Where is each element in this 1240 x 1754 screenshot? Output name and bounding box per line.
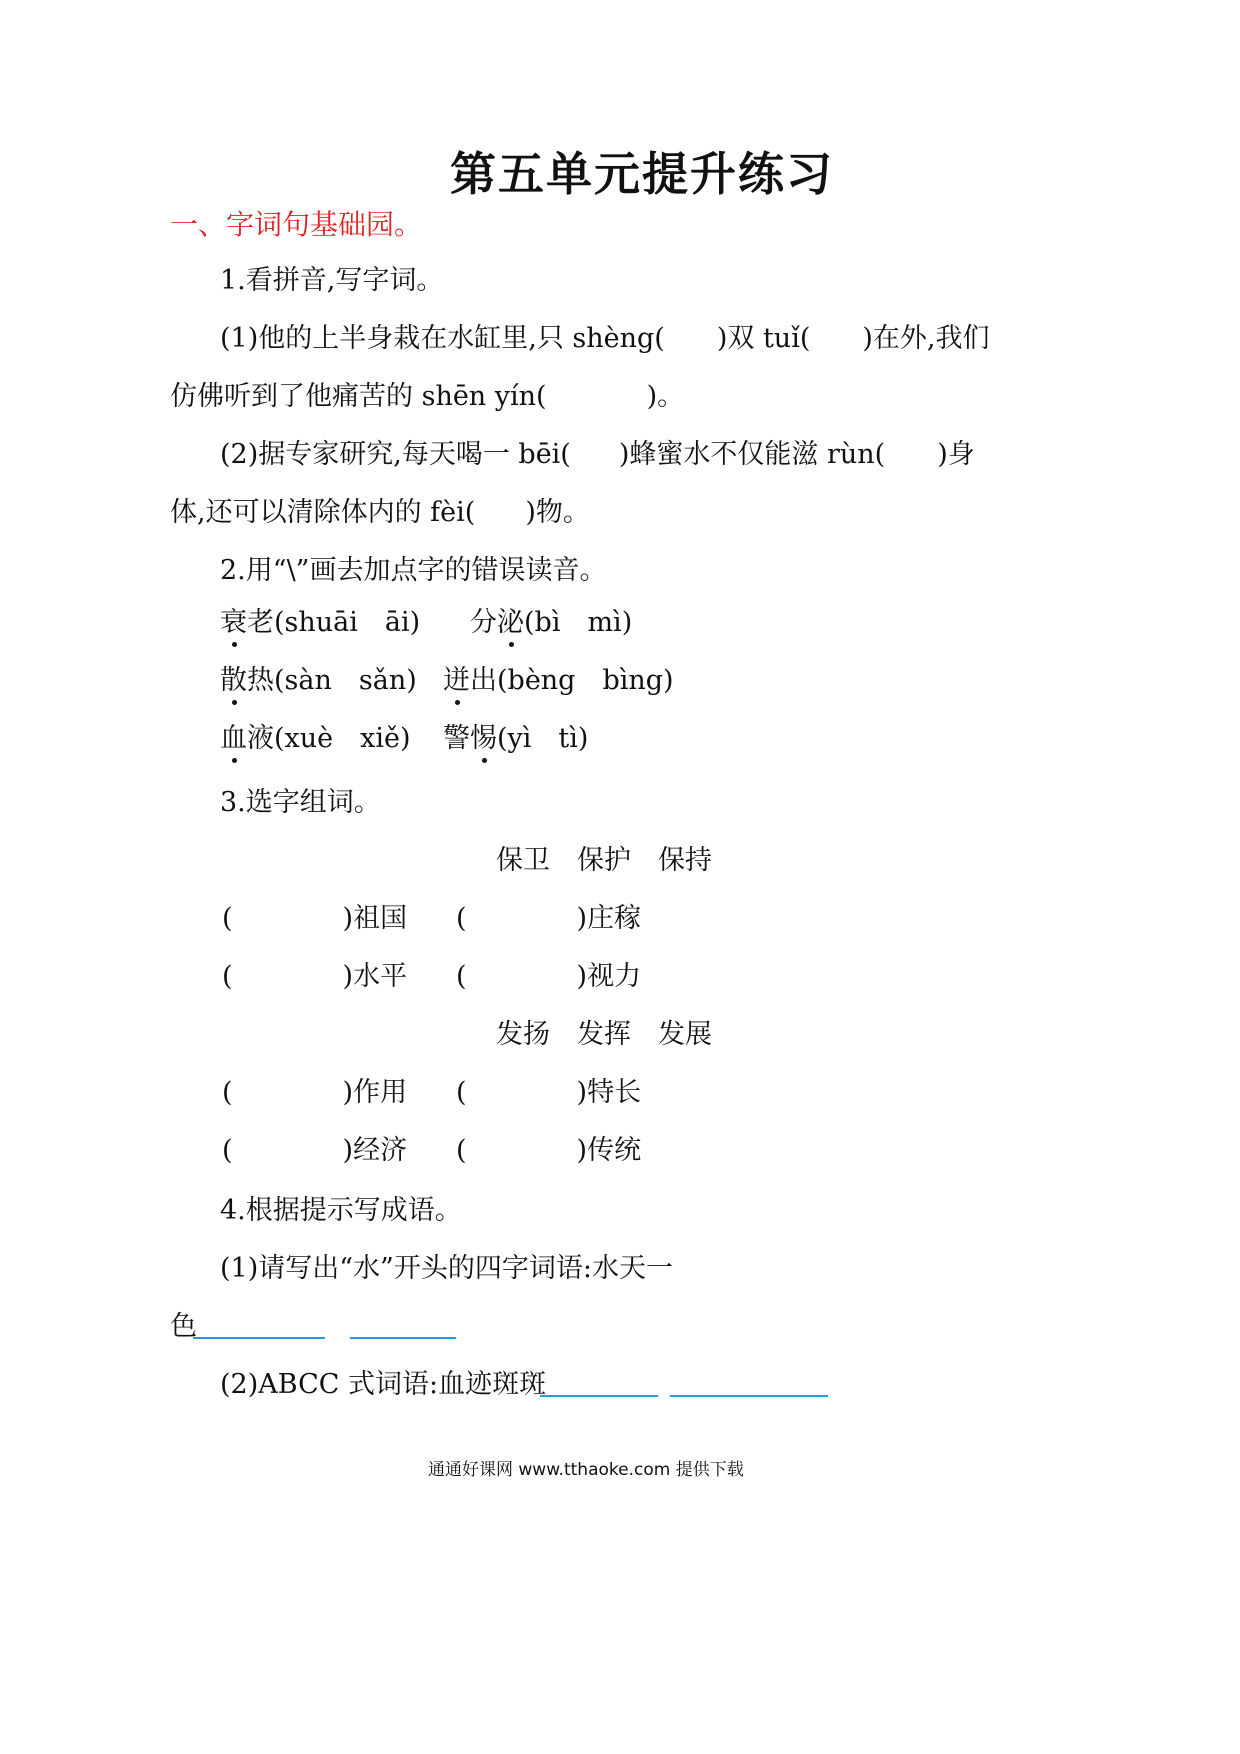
answer-blank[interactable] [193,1337,325,1339]
q1-p1-text-c: )在外,我们 [862,323,990,354]
answer-blank[interactable] [540,1395,658,1397]
q1-p1-text-b: )双 tuǐ( [716,323,811,354]
q1-p2-text-a: (2)据专家研究,每天喝一 bēi( [220,439,571,470]
pinyin-item [220,605,420,641]
dotted-char: 衰 [220,605,247,641]
word: 传统 [587,1135,642,1166]
q1-p2-text-e: )物。 [525,497,590,528]
pinyin-item [470,605,632,641]
fill-word: ( )经济 [222,1135,408,1166]
dotted-char: 惕 [470,721,497,757]
q1-p2-text-c: )身 [937,439,975,470]
word: 经济 [353,1135,408,1166]
q1-paragraph-2-line-1 [220,437,975,473]
q1-p2-text-b: )蜂蜜水不仅能滋 rùn( [618,439,886,470]
q1-paragraph-1-line-2 [170,379,684,415]
footer-text: 通通好课网 www.tthaoke.com 提供下载 [428,1460,744,1480]
fill-word: ( )传统 [456,1135,642,1166]
word: 庄稼 [587,903,642,934]
word: 水平 [353,961,408,992]
char: 分 [470,607,497,638]
pinyin-item [443,721,588,757]
answer-blank[interactable] [670,1395,828,1397]
question-2-heading: 2.用“\”画去加点字的错误读音。 [220,555,607,586]
dotted-char: 泌 [497,605,524,641]
dotted-char: 血 [220,721,247,757]
q4-item-1-line-2: 色 [170,1311,197,1342]
pinyin-options: (bì mì) [524,607,633,638]
question-3-heading: 3.选字组词。 [220,787,381,818]
q1-p1-text-e: )。 [646,381,685,412]
word-options: 保卫 保护 保持 [496,845,712,876]
q4-item-1-line-1: (1)请写出“水”开头的四字词语:水天一 [220,1253,673,1284]
q1-paragraph-2-line-2 [170,495,590,531]
fill-word: ( )庄稼 [456,903,642,934]
q1-paragraph-1-line-1 [220,321,990,357]
q1-p2-text-d: 体,还可以清除体内的 fèi( [170,497,476,528]
question-1-heading: 1.看拼音,写字词。 [220,265,444,296]
word: 祖国 [353,903,408,934]
answer-blank[interactable] [350,1337,456,1339]
word: 视力 [587,961,642,992]
q1-p1-text-a: (1)他的上半身栽在水缸里,只 shèng( [220,323,665,354]
q4-item-2: (2)ABCC 式词语:血迹斑斑 [220,1369,547,1400]
fill-word: ( )作用 [222,1077,408,1108]
pinyin-item [220,721,411,757]
pinyin-options: (bèng bìng) [497,665,674,696]
word-options: 发扬 发挥 发展 [496,1019,712,1050]
word: 特长 [587,1077,642,1108]
question-4-heading: 4.根据提示写成语。 [220,1195,462,1226]
section-heading: 一、字词句基础园。 [170,208,423,241]
pinyin-options: (yì tì) [497,723,589,754]
pinyin-item [443,663,674,699]
char: 老 [247,607,274,638]
pinyin-options: (xuè xiě) [274,723,411,754]
pinyin-options: (sàn sǎn) [274,665,417,696]
dotted-char: 散 [220,663,247,699]
page-title: 第五单元提升练习 [450,147,834,201]
char: 液 [247,723,274,754]
char: 热 [247,665,274,696]
char: 警 [443,723,470,754]
fill-word: ( )祖国 [222,903,408,934]
fill-word: ( )视力 [456,961,642,992]
pinyin-item [220,663,417,699]
char: 出 [470,665,497,696]
pinyin-options: (shuāi āi) [274,607,421,638]
fill-word: ( )特长 [456,1077,642,1108]
fill-word: ( )水平 [222,961,408,992]
dotted-char: 迸 [443,663,470,699]
word: 作用 [353,1077,408,1108]
q1-p1-text-d: 仿佛听到了他痛苦的 shēn yín( [170,381,547,412]
